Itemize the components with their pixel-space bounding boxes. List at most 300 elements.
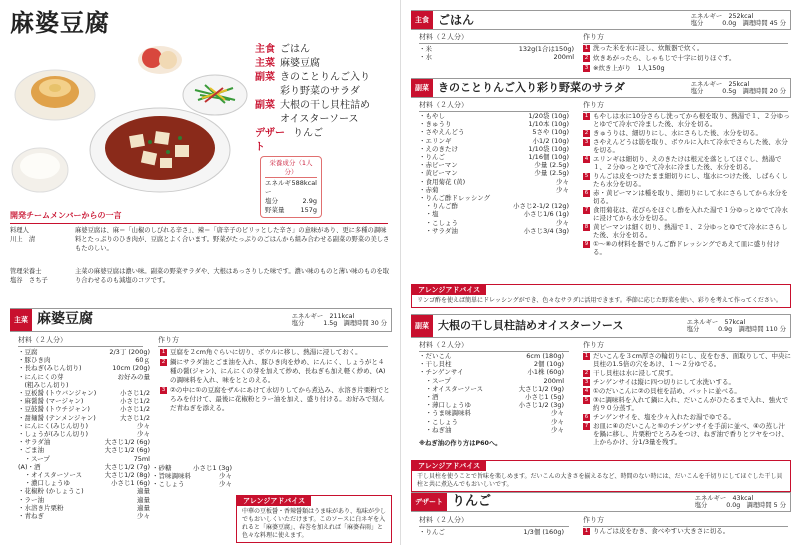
step-text: ①のだいこんに②の貝柱を詰め、バットに並べる。 bbox=[593, 387, 741, 395]
step-text: チンゲンサイを、塩を少々入れたお湯でゆでる。 bbox=[593, 413, 735, 421]
ingredients-heading: 材料（２人分） bbox=[419, 101, 569, 112]
ingredient-name: (粗みじん切り) bbox=[18, 380, 69, 389]
recipe-name: 大根の干し貝柱詰めオイスターソース bbox=[438, 319, 624, 333]
step-list bbox=[583, 112, 791, 257]
ingredient-name: ・オイスターソース bbox=[18, 471, 83, 480]
step-number-icon: 7 bbox=[584, 207, 589, 213]
ingredient-qty: 少量 (2.5g) bbox=[534, 169, 569, 178]
ingredient-row bbox=[419, 137, 569, 145]
menu-category: 主菜 bbox=[255, 58, 275, 69]
recipe-meta bbox=[695, 495, 790, 510]
energy: エネルギー 25kcal bbox=[690, 80, 750, 88]
ingredient-name: ・甜麺醤 (テンメンジャン) bbox=[18, 413, 96, 422]
ingredient-row bbox=[18, 389, 150, 397]
recipe-header-dessert bbox=[411, 492, 791, 512]
menu-row bbox=[255, 113, 370, 127]
step-row bbox=[583, 138, 791, 154]
ingredient-qty: 200ml bbox=[543, 376, 564, 385]
ingredient-row bbox=[18, 479, 150, 487]
ingredient-name: ・米 bbox=[419, 45, 432, 53]
steps-heading: 作り方 bbox=[583, 516, 788, 527]
ingredient-qty: 小1/2 (10g) bbox=[532, 136, 569, 145]
recipe-name: きのことりんご入り彩り野菜のサラダ bbox=[438, 81, 625, 95]
ingredient-name: ・食用菊花 (黄) bbox=[419, 177, 466, 186]
right-page bbox=[400, 0, 800, 545]
ingredient-name: ・薄口しょうゆ bbox=[419, 401, 471, 410]
ingredient-name: ・青ねぎ bbox=[18, 512, 44, 521]
step-row bbox=[583, 240, 791, 256]
ingredient-name: ・豆板醤 (トウバンジャン) bbox=[18, 389, 97, 398]
ingredient-name: ・黄ピーマン bbox=[419, 169, 458, 178]
ingredient-qty: 1/3個 (160g) bbox=[523, 528, 564, 536]
step-list bbox=[583, 352, 791, 447]
ingredient-qty: 1/20袋 (10g) bbox=[528, 112, 569, 120]
ingredient-row bbox=[419, 210, 569, 218]
ingredient-name: ・豆腐 bbox=[18, 348, 38, 356]
ingredient-qty: 少々 bbox=[137, 421, 150, 430]
step-number-icon: 7 bbox=[584, 423, 589, 429]
recipe-meta bbox=[691, 81, 790, 96]
menu-category bbox=[255, 113, 280, 127]
step-text: 炊きあがったら、しゃもじで十字に切りほぐす。 bbox=[593, 54, 736, 62]
ingredient-row bbox=[18, 496, 150, 504]
ingredient-qty: 大さじ1/2 (6g) bbox=[104, 438, 150, 447]
ingredient-qty: 大さじ1/2 (7g) bbox=[104, 462, 150, 471]
nutrition-row bbox=[265, 197, 317, 206]
step-number-icon: 3 bbox=[584, 65, 589, 71]
page-title: 麻婆豆腐 bbox=[10, 8, 110, 37]
ingredient-list bbox=[419, 45, 574, 61]
nutrition-value: 157g bbox=[300, 206, 317, 214]
ingredient-qty: 小さじ1/2 bbox=[120, 405, 150, 414]
ingredient-qty: 1/10袋 (10g) bbox=[528, 144, 569, 153]
ingredient-row bbox=[18, 373, 150, 381]
ingredient-qty: 少々 bbox=[556, 185, 569, 194]
ingredient-name: ・えのきたけ bbox=[419, 144, 458, 153]
step-row bbox=[160, 386, 390, 413]
ingredient-row bbox=[18, 430, 150, 438]
ingredient-qty: 少々 bbox=[219, 472, 232, 481]
ingredient-qty: 小さじ1/6 (1g) bbox=[523, 210, 569, 219]
advice-box bbox=[411, 460, 791, 492]
ingredient-qty: 60ｇ bbox=[135, 356, 150, 365]
step-text: 黄ピーマンは細く切り、熱湯で１、２分ゆっとゆでて冷水にさらした後、水分を切る。 bbox=[593, 223, 788, 239]
ingredient-name: ・スープ bbox=[18, 454, 50, 463]
menu-item: 麻婆豆腐 bbox=[280, 58, 320, 69]
ingredient-name: ・塩 bbox=[419, 210, 439, 219]
ingredient-row bbox=[419, 352, 564, 360]
ingredient-list bbox=[18, 348, 150, 520]
category-badge: 主菜 bbox=[10, 309, 32, 331]
ingredient-row bbox=[419, 227, 569, 235]
ingredient-qty: 10cm (20g) bbox=[112, 364, 150, 373]
recipe-header-mapo bbox=[10, 308, 392, 332]
ingredient-row bbox=[18, 512, 150, 520]
step-text: りんごは皮をつけたまま細切りにし、塩水につけた後、しばらくしたら水分を切る。 bbox=[593, 172, 788, 188]
step-number-icon: 5 bbox=[584, 397, 589, 403]
ingredient-qty: 小さじ1 (5g) bbox=[524, 393, 564, 402]
ingredient-name: ・きゅうり bbox=[419, 120, 452, 129]
dev-comment-chef bbox=[10, 226, 390, 253]
step-row bbox=[583, 387, 791, 395]
step-list bbox=[583, 527, 788, 537]
ingredient-row bbox=[18, 364, 150, 372]
divider bbox=[10, 223, 388, 224]
ingredient-row bbox=[18, 405, 150, 413]
ingredient-row bbox=[18, 381, 150, 389]
ingredient-qty: 少々 bbox=[137, 430, 150, 439]
ingredient-row bbox=[419, 112, 569, 120]
ingredient-qty: 小さじ1/2 (3g) bbox=[518, 401, 564, 410]
ingredient-name: ・オイスターソース bbox=[419, 384, 484, 393]
advice-text: リンゴ酢を使えば簡単にドレッシングができ、色々なサラダに活用できます。季節に応じた野菜を使い、彩りを考えて作ってください。 bbox=[417, 297, 782, 304]
step-text: お皿に④のだいこんと⑤のチンゲンサイを手前に並べ、④の蒸し汁を鍋に移し、片栗粉でとろみをつけ、ねぎ油で香りとツヤをつけ、上からかけ、分1/3量を残す。 bbox=[593, 422, 788, 446]
recipe-name: 麻婆豆腐 bbox=[37, 311, 93, 328]
ingredient-row bbox=[419, 219, 569, 227]
ingredient-qty: 6cm (180g) bbox=[526, 352, 564, 360]
ingredients-heading: 材料（２人分） bbox=[419, 33, 569, 44]
step-text: 鍋にサラダ油とごま油を入れ、豚ひき肉を炒め、にんにく、しょうがと４種の醤(ジャン)、にんにくの芽を加えて炒め、長ねぎも加え軽く炒め、(A)の調味料を入れ、味をととのえる。 bbox=[170, 358, 386, 384]
ingredient-name: ・りんご bbox=[419, 153, 445, 162]
ingredient-qty: 大さじ1/2 bbox=[120, 413, 150, 422]
note: ※ねぎ油の作り方はP60へ。 bbox=[419, 440, 502, 447]
ingredient-qty: 少々 bbox=[137, 512, 150, 521]
dev-name: 川上 清 bbox=[10, 236, 36, 243]
menu-item: オイスターソース bbox=[280, 114, 359, 125]
menu-row bbox=[255, 85, 370, 99]
ingredient-name: ・もやし bbox=[419, 112, 445, 120]
step-text: ※炊き上がり 1人150g bbox=[593, 64, 665, 72]
menu-row bbox=[255, 57, 370, 71]
nutrition-key: 塩分 bbox=[265, 197, 278, 205]
menu-row bbox=[255, 71, 370, 85]
salt-time: 塩分 0.9g 調理時間 110 分 bbox=[686, 326, 786, 333]
dev-role: 料理人 bbox=[10, 227, 29, 234]
step-row bbox=[583, 422, 791, 446]
ingredient-qty: 小さじ1/2 bbox=[120, 389, 150, 398]
steps-heading: 作り方 bbox=[583, 101, 788, 112]
dev-name: 塩谷 さち子 bbox=[10, 277, 48, 284]
ingredient-row bbox=[419, 169, 569, 177]
step-number-icon: 1 bbox=[584, 353, 589, 359]
ingredient-row bbox=[152, 464, 232, 472]
step-row bbox=[583, 527, 788, 536]
ingredient-name: ・赤菊 bbox=[419, 185, 439, 194]
step-text: りんごは皮をむき、食べやすい大きさに切る。 bbox=[593, 527, 730, 535]
category-badge: 副菜 bbox=[411, 315, 433, 337]
step-number-icon: 6 bbox=[584, 414, 589, 420]
category-badge: デザート bbox=[411, 493, 447, 511]
ingredient-name: ・りんご bbox=[419, 528, 445, 536]
ingredient-row bbox=[419, 385, 564, 393]
ingredient-name: (A)・酒 bbox=[18, 462, 41, 471]
nutrition-row bbox=[265, 179, 317, 197]
salt-time: 塩分 0.0g 調理時間 5 分 bbox=[694, 502, 786, 509]
ingredient-row bbox=[18, 356, 150, 364]
energy: エネルギー 43kcal bbox=[694, 494, 754, 502]
ingredient-row bbox=[419, 418, 564, 426]
step-text: だいこんを３cm厚さの輪切りにし、皮をむき、面取りして、中央に貝柱の1.5倍の穴をあけ、１～２分ゆでる。 bbox=[593, 352, 792, 368]
step-number-icon: 3 bbox=[584, 139, 589, 145]
dev-text: 麻婆豆腐は、麻＝「山椒のしびれる辛さ」、辣＝「唐辛子のピリッとした辛さ」の意味があり、更に多種の調味料とたっぷりのひき肉が、豆腐とよく合います。野菜がたっぷりのごはんから組み合わせる副菜の野菜の美しさもたのしい。 bbox=[75, 227, 390, 252]
salt-time: 塩分 1.5g 調理時間 30 分 bbox=[291, 320, 387, 327]
step-text: もやしは水に10分さらし洗ってから根を取り、熱湯で１、２分ゆっとゆでて冷水で冷ました後、水分を切る。 bbox=[593, 112, 790, 128]
step-number-icon: 2 bbox=[584, 370, 589, 376]
step-row bbox=[583, 206, 791, 222]
ingredient-qty: お好みの量 bbox=[117, 372, 150, 381]
step-number-icon: 1 bbox=[584, 528, 589, 534]
ingredient-row bbox=[419, 401, 564, 409]
ingredient-row bbox=[18, 348, 150, 356]
ingredient-qty: 75ml bbox=[133, 454, 150, 463]
ingredient-row bbox=[419, 145, 569, 153]
energy: エネルギー 211kcal bbox=[291, 312, 355, 320]
ingredient-name: ・だいこん bbox=[419, 352, 452, 360]
ingredient-list-2 bbox=[152, 464, 232, 489]
ingredient-qty: 少々 bbox=[219, 480, 232, 489]
ingredient-row bbox=[18, 414, 150, 422]
recipe-meta bbox=[691, 13, 790, 28]
ingredient-name: ・しょうが(みじん切り) bbox=[18, 430, 89, 439]
menu-category: 副菜 bbox=[255, 72, 275, 83]
ingredient-qty: 1/10本 (10g) bbox=[528, 120, 569, 129]
ingredient-name: ・にんにくの芽 bbox=[18, 372, 64, 381]
advice-heading: アレンジアドバイス bbox=[412, 461, 486, 471]
ingredient-name: ・にんにく(みじん切り) bbox=[18, 421, 89, 430]
ingredient-name: ・豚ひき肉 bbox=[18, 356, 51, 365]
ingredient-list bbox=[419, 352, 564, 434]
step-text: 食用菊花は、花びらをほぐし酢を入れた湯で１分ゆっとゆでて冷水に浸けてから水分を切る。 bbox=[593, 206, 788, 222]
step-number-icon: 5 bbox=[584, 173, 589, 179]
step-number-icon: 1 bbox=[584, 113, 589, 119]
ingredients-heading: 材料（２人分） bbox=[419, 516, 569, 527]
recipe-name: りんご bbox=[452, 493, 492, 509]
step-row bbox=[583, 396, 791, 412]
ingredient-qty: 大さじ1/2 (9g) bbox=[518, 384, 564, 393]
step-row bbox=[583, 129, 791, 137]
ingredient-name: ・赤ピーマン bbox=[419, 161, 458, 170]
step-row bbox=[583, 352, 791, 368]
ingredient-qty: 少量 (2.5g) bbox=[534, 161, 569, 170]
menu-item: 大根の干し貝柱詰め bbox=[280, 100, 370, 111]
step-row bbox=[583, 223, 791, 239]
ingredient-qty: 200ml bbox=[553, 53, 574, 62]
ingredient-name: ・ごま油 bbox=[18, 446, 44, 455]
nutrition-value: 588kcal bbox=[291, 179, 317, 187]
nutrition-box bbox=[260, 156, 322, 218]
step-list bbox=[583, 44, 788, 74]
step-row bbox=[583, 44, 788, 53]
ingredient-qty: 小さじ2-1/2 (12g) bbox=[513, 202, 569, 211]
ingredient-name: ・スープ bbox=[419, 376, 451, 385]
nutrition-key: エネルギー bbox=[265, 179, 291, 196]
nutrition-key: 野菜量 bbox=[265, 206, 285, 214]
ingredient-qty: 2/3丁 (200g) bbox=[109, 348, 150, 356]
ingredient-name: ・砂糖 bbox=[152, 464, 172, 472]
ingredient-row bbox=[18, 463, 150, 471]
menu-row bbox=[255, 127, 370, 155]
ingredient-qty: 2個 (10g) bbox=[533, 360, 564, 369]
nutrition-value: 2.9g bbox=[302, 197, 317, 205]
step-list bbox=[160, 348, 390, 414]
step-text: 干し貝柱は水に浸して戻す。 bbox=[593, 369, 677, 377]
dev-text: 主菜の麻婆豆腐は濃い味。副菜の野菜サラダや、大根はあっさりした味です。濃い味のものと薄い味のものを取り合わせるのも減塩のコツです。 bbox=[75, 268, 390, 284]
category-badge: 主食 bbox=[411, 11, 433, 29]
menu-category: デザート bbox=[255, 128, 285, 153]
steps-heading: 作り方 bbox=[158, 336, 388, 347]
menu-category bbox=[255, 85, 280, 99]
advice-text: 干し貝柱を使うことで旨味を楽しめます。だいこんの大きさを揃えるなど、時間のない時には、だいこんを千切りにしてほぐした干し貝柱と共に煮込んでもおいしいです。 bbox=[417, 473, 783, 488]
ingredient-row bbox=[419, 53, 574, 61]
step-row bbox=[583, 64, 788, 73]
recipe-header-salad bbox=[411, 78, 791, 98]
menu-item: ごはん bbox=[280, 44, 310, 55]
step-text: 豆腐を２cm角ぐらいに切り、ボウルに移し、熱湯に浸しておく。 bbox=[170, 348, 362, 356]
ingredient-qty: 5さや (10g) bbox=[532, 128, 569, 137]
energy: エネルギー 252kcal bbox=[690, 12, 754, 20]
ingredient-row bbox=[18, 422, 150, 430]
step-number-icon: 8 bbox=[584, 224, 589, 230]
menu-item: 彩り野菜のサラダ bbox=[280, 86, 360, 97]
steps-heading: 作り方 bbox=[583, 341, 788, 352]
ingredient-row bbox=[419, 120, 569, 128]
ingredient-name: ・うま味調味料 bbox=[419, 409, 471, 418]
step-number-icon: 3 bbox=[584, 379, 589, 385]
ingredients-heading: 材料（２人分） bbox=[18, 336, 143, 347]
ingredient-name: ・サラダ油 bbox=[419, 226, 458, 235]
ingredient-list bbox=[419, 112, 569, 235]
step-text: さやえんどうは筋を取り、ボウルに入れて冷水でさらした後、水分を切る。 bbox=[593, 138, 788, 154]
ingredient-qty: 小1株 (60g) bbox=[527, 368, 564, 377]
dev-team-heading: 開発チームメンバーからの一言 bbox=[10, 211, 122, 220]
ingredient-name: ・こしょう bbox=[419, 417, 458, 426]
ingredient-qty: 少々 bbox=[551, 409, 564, 418]
ingredient-row bbox=[419, 426, 564, 434]
recipe-name: ごはん bbox=[438, 12, 475, 27]
step-text: ②の中に①の豆腐をザルにあけて水切りしてから煮込み、水溶き片栗粉でとろみを付けて、最後に花椒粉とラー油を加え、盛り付ける。お好みで刻んだ青ねぎを添える。 bbox=[170, 386, 390, 412]
salt-time: 塩分 0.0g 調理時間 45 分 bbox=[690, 20, 786, 27]
energy: エネルギー 57kcal bbox=[686, 318, 746, 326]
ingredient-qty: 大さじ1/2 (6g) bbox=[104, 446, 150, 455]
ingredient-row bbox=[419, 377, 564, 385]
ingredient-qty: 小さじ3/4 (3g) bbox=[523, 226, 569, 235]
menu-item: きのことりんご入り bbox=[280, 72, 370, 83]
step-row bbox=[583, 112, 791, 128]
ingredient-row bbox=[419, 128, 569, 136]
menu-row bbox=[255, 43, 370, 57]
recipe-meta bbox=[687, 319, 790, 334]
step-row bbox=[583, 172, 791, 188]
ingredient-name: ・豆鼓醤 (トウチジャン) bbox=[18, 405, 90, 414]
step-text: チンゲンサイは縦に四つ切りにして水洗いする。 bbox=[593, 378, 735, 386]
ingredient-name: ・エリンギ bbox=[419, 136, 452, 145]
ingredient-row bbox=[18, 487, 150, 495]
ingredient-name: ・干し貝柱 bbox=[419, 360, 452, 369]
ingredient-qty: 適量 bbox=[137, 495, 150, 504]
ingredient-name: ・長ねぎ(みじん切り) bbox=[18, 364, 82, 373]
recipe-header-daikon bbox=[411, 314, 791, 338]
advice-box bbox=[236, 495, 392, 543]
step-row bbox=[160, 348, 390, 357]
ingredients-heading: 材料（２人分） bbox=[419, 341, 569, 352]
step-text: エリンギは細切り、えのきたけは根元を落としてほぐし、熱湯で１、２分ゆっとゆでて冷水に冷ました後、水分を切る。 bbox=[593, 155, 782, 171]
ingredient-row bbox=[18, 504, 150, 512]
step-row bbox=[583, 54, 788, 63]
step-number-icon: 1 bbox=[161, 349, 166, 355]
ingredient-qty: 132g(1合は150g) bbox=[518, 45, 574, 53]
ingredient-name: ・水 bbox=[419, 53, 432, 62]
step-number-icon: 9 bbox=[584, 241, 589, 247]
step-text: ③に調味料を入れて鍋に入れ、だいこんがひたるまで入れ、強火で約９０分蒸す。 bbox=[593, 396, 789, 412]
recipe-meta bbox=[292, 313, 391, 328]
step-number-icon: 2 bbox=[584, 130, 589, 136]
step-row bbox=[583, 189, 791, 205]
advice-text: 中華の豆板醤・香辣醤類はうま味があり、塩味が少しでもおいしくいただけます。このソースに白ネギを入れると「麻婆豆腐」、春巻を加えれば「麻婆春雨」と色々な料理に使えます。 bbox=[242, 508, 387, 539]
step-text: 赤・黄ピーマンは種を取り、細切りにして水にさらしてから水分を切る。 bbox=[593, 189, 788, 205]
step-number-icon: 2 bbox=[584, 55, 589, 61]
ingredient-qty: 小さじ1/2 bbox=[120, 397, 150, 406]
dev-comment-dietitian bbox=[10, 267, 390, 285]
ingredient-row bbox=[419, 186, 569, 194]
ingredient-qty: 少々 bbox=[556, 218, 569, 227]
step-text: ①～⑧の材料を器でりんご酢ドレッシングであえて皿に盛り付ける。 bbox=[593, 240, 780, 256]
ingredient-row bbox=[419, 409, 564, 417]
ingredient-name: ・さやえんどう bbox=[419, 128, 465, 137]
step-text: きゅうりは、細切りにし、水にさらした後、水分を切る。 bbox=[593, 129, 762, 137]
nutrition-row bbox=[265, 206, 317, 215]
step-text: 洗った米を水に浸し、炊飯器で炊く。 bbox=[593, 44, 704, 52]
step-number-icon: 4 bbox=[584, 156, 589, 162]
advice-heading: アレンジアドバイス bbox=[412, 285, 486, 295]
ingredient-row bbox=[419, 153, 569, 161]
ingredient-row bbox=[419, 368, 564, 376]
ingredient-name: ・酒 bbox=[419, 393, 439, 402]
step-row bbox=[583, 369, 791, 377]
advice-heading: アレンジアドバイス bbox=[237, 496, 311, 506]
ingredient-name: ・りんご酢 bbox=[419, 202, 458, 211]
advice-box bbox=[411, 284, 791, 308]
step-number-icon: 3 bbox=[161, 387, 166, 393]
ingredient-name: ・こしょう bbox=[152, 480, 185, 489]
ingredient-row bbox=[18, 446, 150, 454]
ingredient-qty: 少々 bbox=[551, 417, 564, 426]
ingredient-name: ・ラー油 bbox=[18, 495, 44, 504]
ingredient-name: ・水溶き片栗粉 bbox=[18, 503, 64, 512]
ingredient-row bbox=[152, 480, 232, 488]
ingredient-row bbox=[419, 45, 574, 53]
ingredient-qty: 適量 bbox=[137, 487, 150, 496]
step-row bbox=[160, 358, 390, 385]
ingredient-name: ・濃口しょうゆ bbox=[18, 479, 70, 488]
ingredient-qty: 少々 bbox=[551, 425, 564, 434]
ingredient-name: ・旨味調味料 bbox=[152, 472, 191, 481]
step-row bbox=[583, 155, 791, 171]
recipe-header-rice bbox=[411, 10, 791, 30]
ingredient-row bbox=[419, 194, 569, 202]
step-number-icon: 4 bbox=[584, 388, 589, 394]
ingredient-list bbox=[419, 528, 564, 536]
category-badge: 副菜 bbox=[411, 79, 433, 97]
step-row bbox=[583, 378, 791, 386]
ingredient-name: ・ねぎ油 bbox=[419, 425, 452, 434]
ingredient-qty: 少々 bbox=[556, 177, 569, 186]
ingredient-row bbox=[419, 528, 564, 536]
menu-category: 主食 bbox=[255, 44, 275, 55]
ingredient-row bbox=[18, 455, 150, 463]
ingredient-row bbox=[419, 178, 569, 186]
ingredient-qty: 小さじ1 (3g) bbox=[192, 464, 232, 472]
ingredient-name: ・サラダ油 bbox=[18, 438, 51, 447]
